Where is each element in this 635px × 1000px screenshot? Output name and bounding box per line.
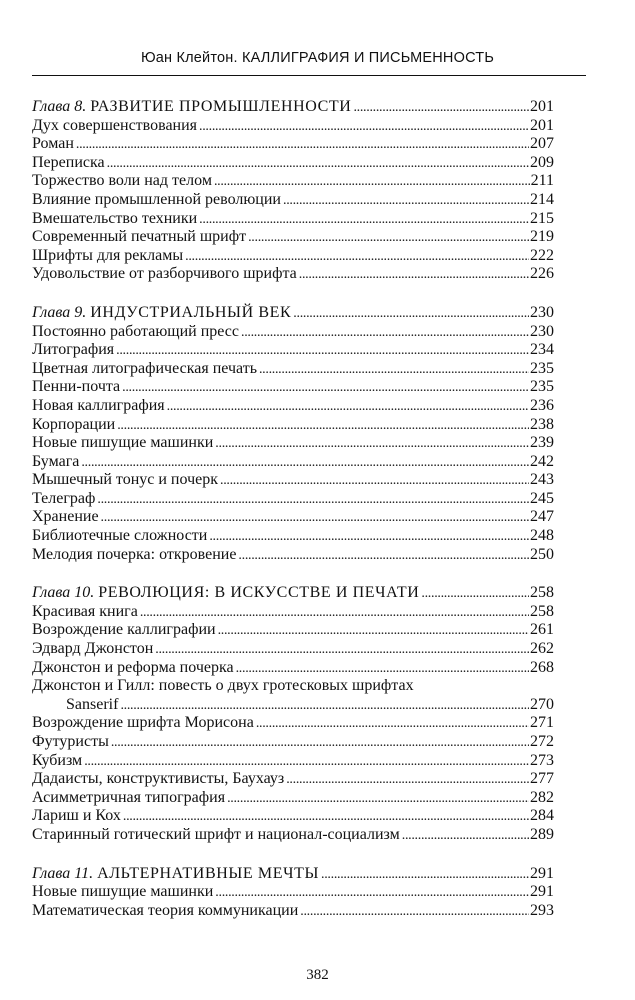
toc-entry [32, 789, 554, 808]
entry-title: Хранение [32, 508, 99, 526]
toc-chapter [32, 865, 554, 921]
chapter-page-number: 258 [530, 584, 554, 602]
entry-title: Телеграф [32, 489, 96, 507]
entry-page-number: 261 [530, 621, 554, 639]
chapter-title: РЕВОЛЮЦИЯ: В ИСКУССТВЕ И ПЕЧАТИ [98, 584, 420, 602]
entry-title: Математическая теория коммуникации [32, 901, 299, 919]
entry-title: Новая каллиграфия [32, 396, 165, 414]
entry-page-number: 239 [530, 434, 554, 452]
chapter-label: Глава 8. [32, 98, 87, 115]
entry-page-number: 284 [530, 807, 554, 825]
entry-page-number: 226 [530, 265, 554, 283]
dot-leader [199, 210, 529, 230]
toc-entry [32, 902, 554, 921]
entry-title: Роман [32, 135, 74, 153]
chapter-title: РАЗВИТИЕ ПРОМЫШЛЕННОСТИ [90, 98, 352, 115]
chapter-label: Глава 11. [32, 864, 94, 882]
toc-chapter [32, 304, 554, 564]
toc-entry [32, 603, 554, 622]
toc-entry [32, 135, 554, 154]
entry-title: Красивая книга [32, 602, 138, 620]
dot-leader [122, 378, 529, 398]
dot-leader [238, 546, 529, 566]
dot-leader [299, 265, 529, 285]
chapter-heading-text [32, 98, 351, 117]
chapter-heading-text [32, 584, 419, 603]
dot-leader [185, 247, 529, 267]
dot-leader [155, 640, 529, 660]
entry-page-number: 291 [530, 883, 554, 901]
entry-page-number: 207 [530, 135, 554, 153]
toc-entry [32, 341, 554, 360]
entry-page-number: 247 [530, 508, 554, 526]
chapter-heading-text [32, 304, 291, 323]
entry-title: Вмешательство техники [32, 209, 198, 227]
entry-page-number: 250 [530, 545, 554, 563]
entry-title: Дадаисты, конструктивисты, Баухауз [32, 770, 285, 788]
dot-leader [117, 416, 529, 436]
entry-page-number: 272 [530, 733, 554, 750]
dot-leader [293, 304, 529, 324]
entry-title: Джонстон и реформа почерка [32, 658, 234, 676]
entry-page-number: 273 [530, 751, 554, 769]
entry-title: Удовольствие от разборчивого шрифта [32, 265, 297, 283]
table-of-contents [32, 98, 554, 940]
chapter-heading-text [32, 865, 319, 884]
entry-page-number: 215 [530, 209, 554, 227]
entry-title: Библиотечные сложности [32, 527, 208, 545]
entry-title: Возрождение каллиграфии [32, 621, 216, 639]
toc-entry [32, 228, 554, 247]
dot-leader [218, 621, 529, 641]
dot-leader [214, 172, 530, 192]
header-rule [32, 75, 586, 76]
toc-entry [32, 172, 554, 191]
chapter-page-number: 201 [530, 98, 554, 115]
toc-entry [32, 265, 554, 284]
dot-leader [107, 154, 529, 174]
toc-entry [32, 360, 554, 379]
entry-title-continuation: Sanserif [66, 695, 119, 713]
entry-title: Переписка [32, 153, 105, 171]
entry-title: Литография [32, 341, 115, 359]
dot-leader [256, 714, 529, 734]
toc-entry [32, 714, 554, 733]
entry-page-number: 209 [530, 153, 554, 171]
entry-page-number: 262 [530, 640, 554, 658]
toc-entry [32, 883, 554, 902]
toc-entry [32, 490, 554, 509]
toc-entry [32, 640, 554, 659]
entry-title: Джонстон и Гилл: повесть о двух гротесковых шрифтах [32, 677, 414, 695]
entry-page-number: 235 [530, 359, 554, 377]
dot-leader [259, 360, 529, 380]
entry-page-number: 211 [530, 172, 554, 190]
toc-entry [32, 191, 554, 210]
dot-leader [209, 527, 529, 547]
toc-entry [32, 770, 554, 789]
entry-page-number: 270 [530, 695, 554, 713]
dot-leader [283, 191, 529, 211]
dot-leader [97, 490, 529, 510]
dot-leader [421, 584, 529, 604]
entry-title: Асимметричная типография [32, 788, 226, 806]
dot-leader [76, 135, 529, 155]
entry-page-number: 277 [530, 770, 554, 788]
dot-leader [116, 341, 529, 361]
dot-leader [215, 434, 529, 454]
entry-page-number: 243 [530, 471, 554, 489]
dot-leader [236, 659, 529, 679]
entry-page-number: 268 [530, 658, 554, 676]
entry-title: Старинный готический шрифт и национал-социализм [32, 825, 400, 843]
entry-page-number: 242 [530, 452, 554, 470]
toc-entry [32, 154, 554, 173]
entry-page-number: 236 [530, 396, 554, 414]
toc-entry [32, 807, 554, 826]
entry-page-number: 230 [530, 322, 554, 340]
entry-page-number: 235 [530, 378, 554, 396]
entry-page-number: 293 [530, 901, 554, 919]
entry-title: Пенни-почта [32, 378, 121, 396]
running-head: Юан Клейтон. КАЛЛИГРАФИЯ И ПИСЬМЕННОСТЬ [140, 50, 495, 66]
entry-title: Постоянно работающий пресс [32, 322, 239, 340]
toc-entry [32, 733, 554, 752]
entry-title: Новые пишущие машинки [32, 883, 214, 901]
chapter-heading [32, 304, 554, 323]
chapter-title: ИНДУСТРИАЛЬНЫЙ ВЕК [90, 303, 292, 321]
dot-leader [101, 508, 529, 528]
dot-leader [402, 826, 529, 846]
toc-entry [32, 323, 554, 342]
entry-title: Кубизм [32, 751, 83, 769]
dot-leader [300, 902, 529, 922]
chapter-heading [32, 865, 554, 884]
dot-leader [167, 397, 529, 417]
toc-entry [32, 471, 554, 490]
toc-entry-continuation [32, 696, 554, 715]
toc-entry [32, 434, 554, 453]
entry-page-number: 201 [530, 116, 554, 134]
toc-entry [32, 397, 554, 416]
chapter-page-number: 230 [530, 303, 554, 321]
toc-chapter [32, 584, 554, 844]
entry-page-number: 245 [530, 489, 554, 507]
dot-leader [84, 752, 529, 772]
toc-entry [32, 210, 554, 229]
chapter-page-number: 291 [530, 864, 554, 882]
dot-leader [111, 733, 529, 753]
dot-leader [286, 770, 529, 790]
dot-leader [353, 98, 529, 118]
toc-entry [32, 247, 554, 266]
chapter-label: Глава 10. [32, 584, 95, 602]
entry-title: Мышечный тонус и почерк [32, 471, 218, 489]
entry-page-number: 238 [530, 415, 554, 433]
entry-page-number: 282 [530, 788, 554, 806]
dot-leader [123, 807, 529, 827]
entry-page-number: 289 [530, 825, 554, 843]
toc-entry [32, 527, 554, 546]
entry-title: Бумага [32, 452, 80, 470]
toc-entry [32, 826, 554, 845]
toc-entry [32, 453, 554, 472]
toc-entry [32, 677, 554, 696]
dot-leader [241, 323, 529, 343]
entry-title: Лариш и Кох [32, 807, 121, 825]
dot-leader [248, 228, 529, 248]
chapter-heading [32, 98, 554, 117]
entry-title: Корпорации [32, 415, 116, 433]
dot-leader [227, 789, 529, 809]
entry-title: Влияние промышленной революции [32, 190, 281, 208]
entry-page-number: 248 [530, 527, 554, 545]
dot-leader [120, 696, 529, 716]
entry-title: Возрождение шрифта Морисона [32, 714, 254, 732]
entry-page-number: 214 [530, 190, 554, 208]
page-number: 382 [306, 967, 329, 983]
dot-leader [220, 471, 529, 491]
entry-title: Цветная литографическая печать [32, 359, 257, 377]
dot-leader [321, 865, 529, 885]
entry-page-number: 234 [530, 341, 554, 359]
entry-title: Эдвард Джонстон [32, 640, 154, 658]
toc-entry [32, 546, 554, 565]
entry-page-number: 258 [530, 602, 554, 620]
entry-title: Торжество воли над телом [32, 172, 212, 190]
entry-page-number: 271 [530, 714, 554, 732]
toc-entry [32, 659, 554, 678]
entry-title: Современный печатный шрифт [32, 228, 247, 246]
chapter-title: АЛЬТЕРНАТИВНЫЕ МЕЧТЫ [97, 864, 320, 882]
dot-leader [215, 883, 529, 903]
toc-entry [32, 508, 554, 527]
toc-entry [32, 378, 554, 397]
toc-entry [32, 621, 554, 640]
toc-chapter [32, 98, 554, 284]
entry-title: Шрифты для рекламы [32, 246, 184, 264]
toc-entry [32, 416, 554, 435]
entry-page-number: 222 [530, 246, 554, 264]
dot-leader [81, 453, 529, 473]
dot-leader [140, 603, 529, 623]
toc-entry [32, 752, 554, 771]
entry-title: Новые пишущие машинки [32, 434, 214, 452]
toc-entry [32, 117, 554, 136]
chapter-heading [32, 584, 554, 603]
entry-title: Дух совершенствования [32, 116, 198, 134]
dot-leader [199, 117, 529, 137]
entry-title: Мелодия почерка: откровение [32, 545, 237, 563]
chapter-label: Глава 9. [32, 303, 87, 321]
entry-page-number: 219 [530, 228, 554, 246]
entry-title: Футуристы [32, 733, 109, 750]
